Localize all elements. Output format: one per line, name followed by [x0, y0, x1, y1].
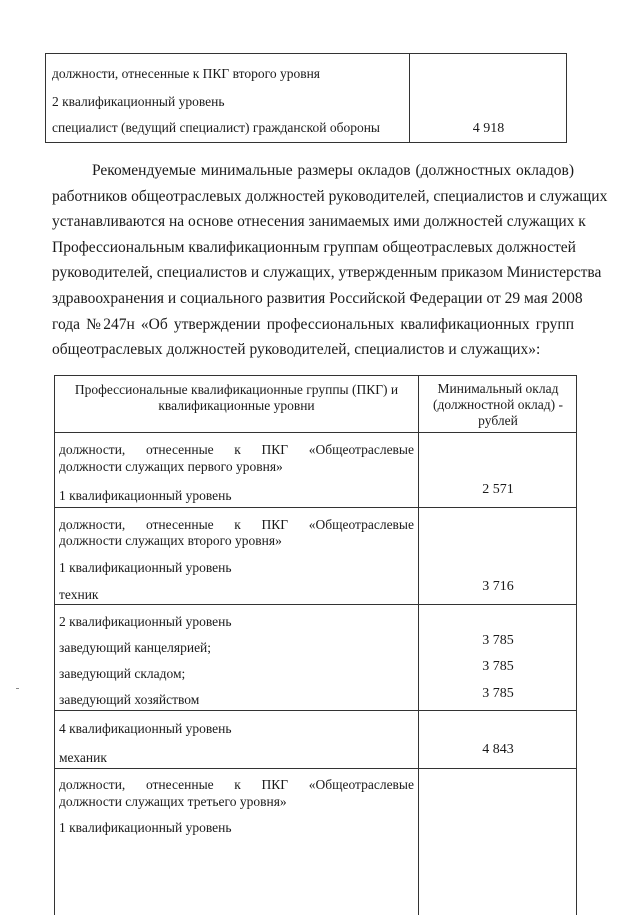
header-salary-line: рублей: [478, 413, 518, 428]
group1-level1-salary: 2 571: [482, 482, 514, 497]
top-table-level-label: 2 квалификационный уровень: [52, 94, 225, 109]
group1-level1-label: 1 квалификационный уровень: [59, 488, 232, 503]
top-table-position: специалист (ведущий специалист) гражданской обороны: [52, 120, 381, 135]
paragraph-line: общеотраслевых должностей руководителей, специалистов и служащих»:: [52, 341, 541, 359]
group1-title-line: должности, отнесенные к ПКГ «Общеотраслевые: [59, 442, 414, 457]
row-divider: [55, 507, 576, 508]
paragraph-line: здравоохранения и социального развития Российской Федерации от 29 мая 2008: [52, 289, 583, 307]
salary-table: [54, 375, 577, 915]
group2-title-line: должности, отнесенные к ПКГ «Общеотраслевые: [59, 517, 414, 532]
paragraph-line: года №247н «Об утверждении профессиональных квалификационных групп: [52, 315, 574, 333]
row-divider: [55, 604, 576, 605]
mechanic-label: механик: [59, 750, 107, 765]
group2-level1-label: 1 квалификационный уровень: [59, 560, 232, 575]
group3-level1-label: 1 квалификационный уровень: [59, 820, 232, 835]
row-divider: [55, 710, 576, 711]
group3-title-line: должности служащих третьего уровня»: [59, 794, 287, 809]
top-table-group-label: должности, отнесенные к ПКГ второго уровня: [52, 66, 321, 81]
group2-technician-salary: 3 716: [482, 579, 514, 594]
row-divider: [55, 432, 576, 433]
group2-level2-label: 2 квалификационный уровень: [59, 614, 232, 629]
mechanic-salary: 4 843: [482, 742, 514, 757]
group2-title-line: должности служащих второго уровня»: [59, 533, 282, 548]
paragraph-line: Профессиональным квалификационным группам общеотраслевых должностей: [52, 238, 576, 256]
header-groups: [55, 382, 418, 414]
header-groups-line: квалификационные уровни: [158, 398, 315, 413]
paragraph-line: руководителей, специалистов и служащих, утвержденным приказом Министерства: [52, 264, 602, 282]
office-head-label: заведующий канцелярией;: [59, 640, 212, 655]
office-head-salary: 3 785: [482, 633, 514, 648]
top-table-fragment: [45, 53, 567, 143]
header-groups-line: Профессиональные квалификационные группы (ПКГ) и: [74, 382, 399, 397]
header-salary: [418, 381, 578, 429]
paragraph-line: Рекомендуемые минимальные размеры окладов (должностных окладов): [92, 162, 574, 179]
group1-title-line: должности служащих первого уровня»: [59, 459, 283, 474]
paragraph-line: работников общеотраслевых должностей руководителей, специалистов и служащих: [52, 187, 608, 205]
group2-technician-label: техник: [59, 587, 99, 602]
row-divider: [55, 768, 576, 769]
scan-speck: [16, 688, 19, 689]
header-salary-line: (должностной оклад) -: [432, 397, 564, 412]
household-head-label: заведующий хозяйством: [59, 692, 200, 707]
top-table-salary: 4 918: [472, 121, 505, 136]
warehouse-head-label: заведующий складом;: [59, 666, 186, 681]
household-head-salary: 3 785: [482, 686, 514, 701]
warehouse-head-salary: 3 785: [482, 659, 514, 674]
body-paragraph: [52, 158, 608, 363]
header-salary-line: Минимальный оклад: [437, 381, 559, 396]
group2-level4-label: 4 квалификационный уровень: [59, 721, 232, 736]
group3-title-line: должности, отнесенные к ПКГ «Общеотраслевые: [59, 777, 414, 792]
paragraph-line: устанавливаются на основе отнесения занимаемых ими должностей служащих к: [52, 213, 586, 231]
